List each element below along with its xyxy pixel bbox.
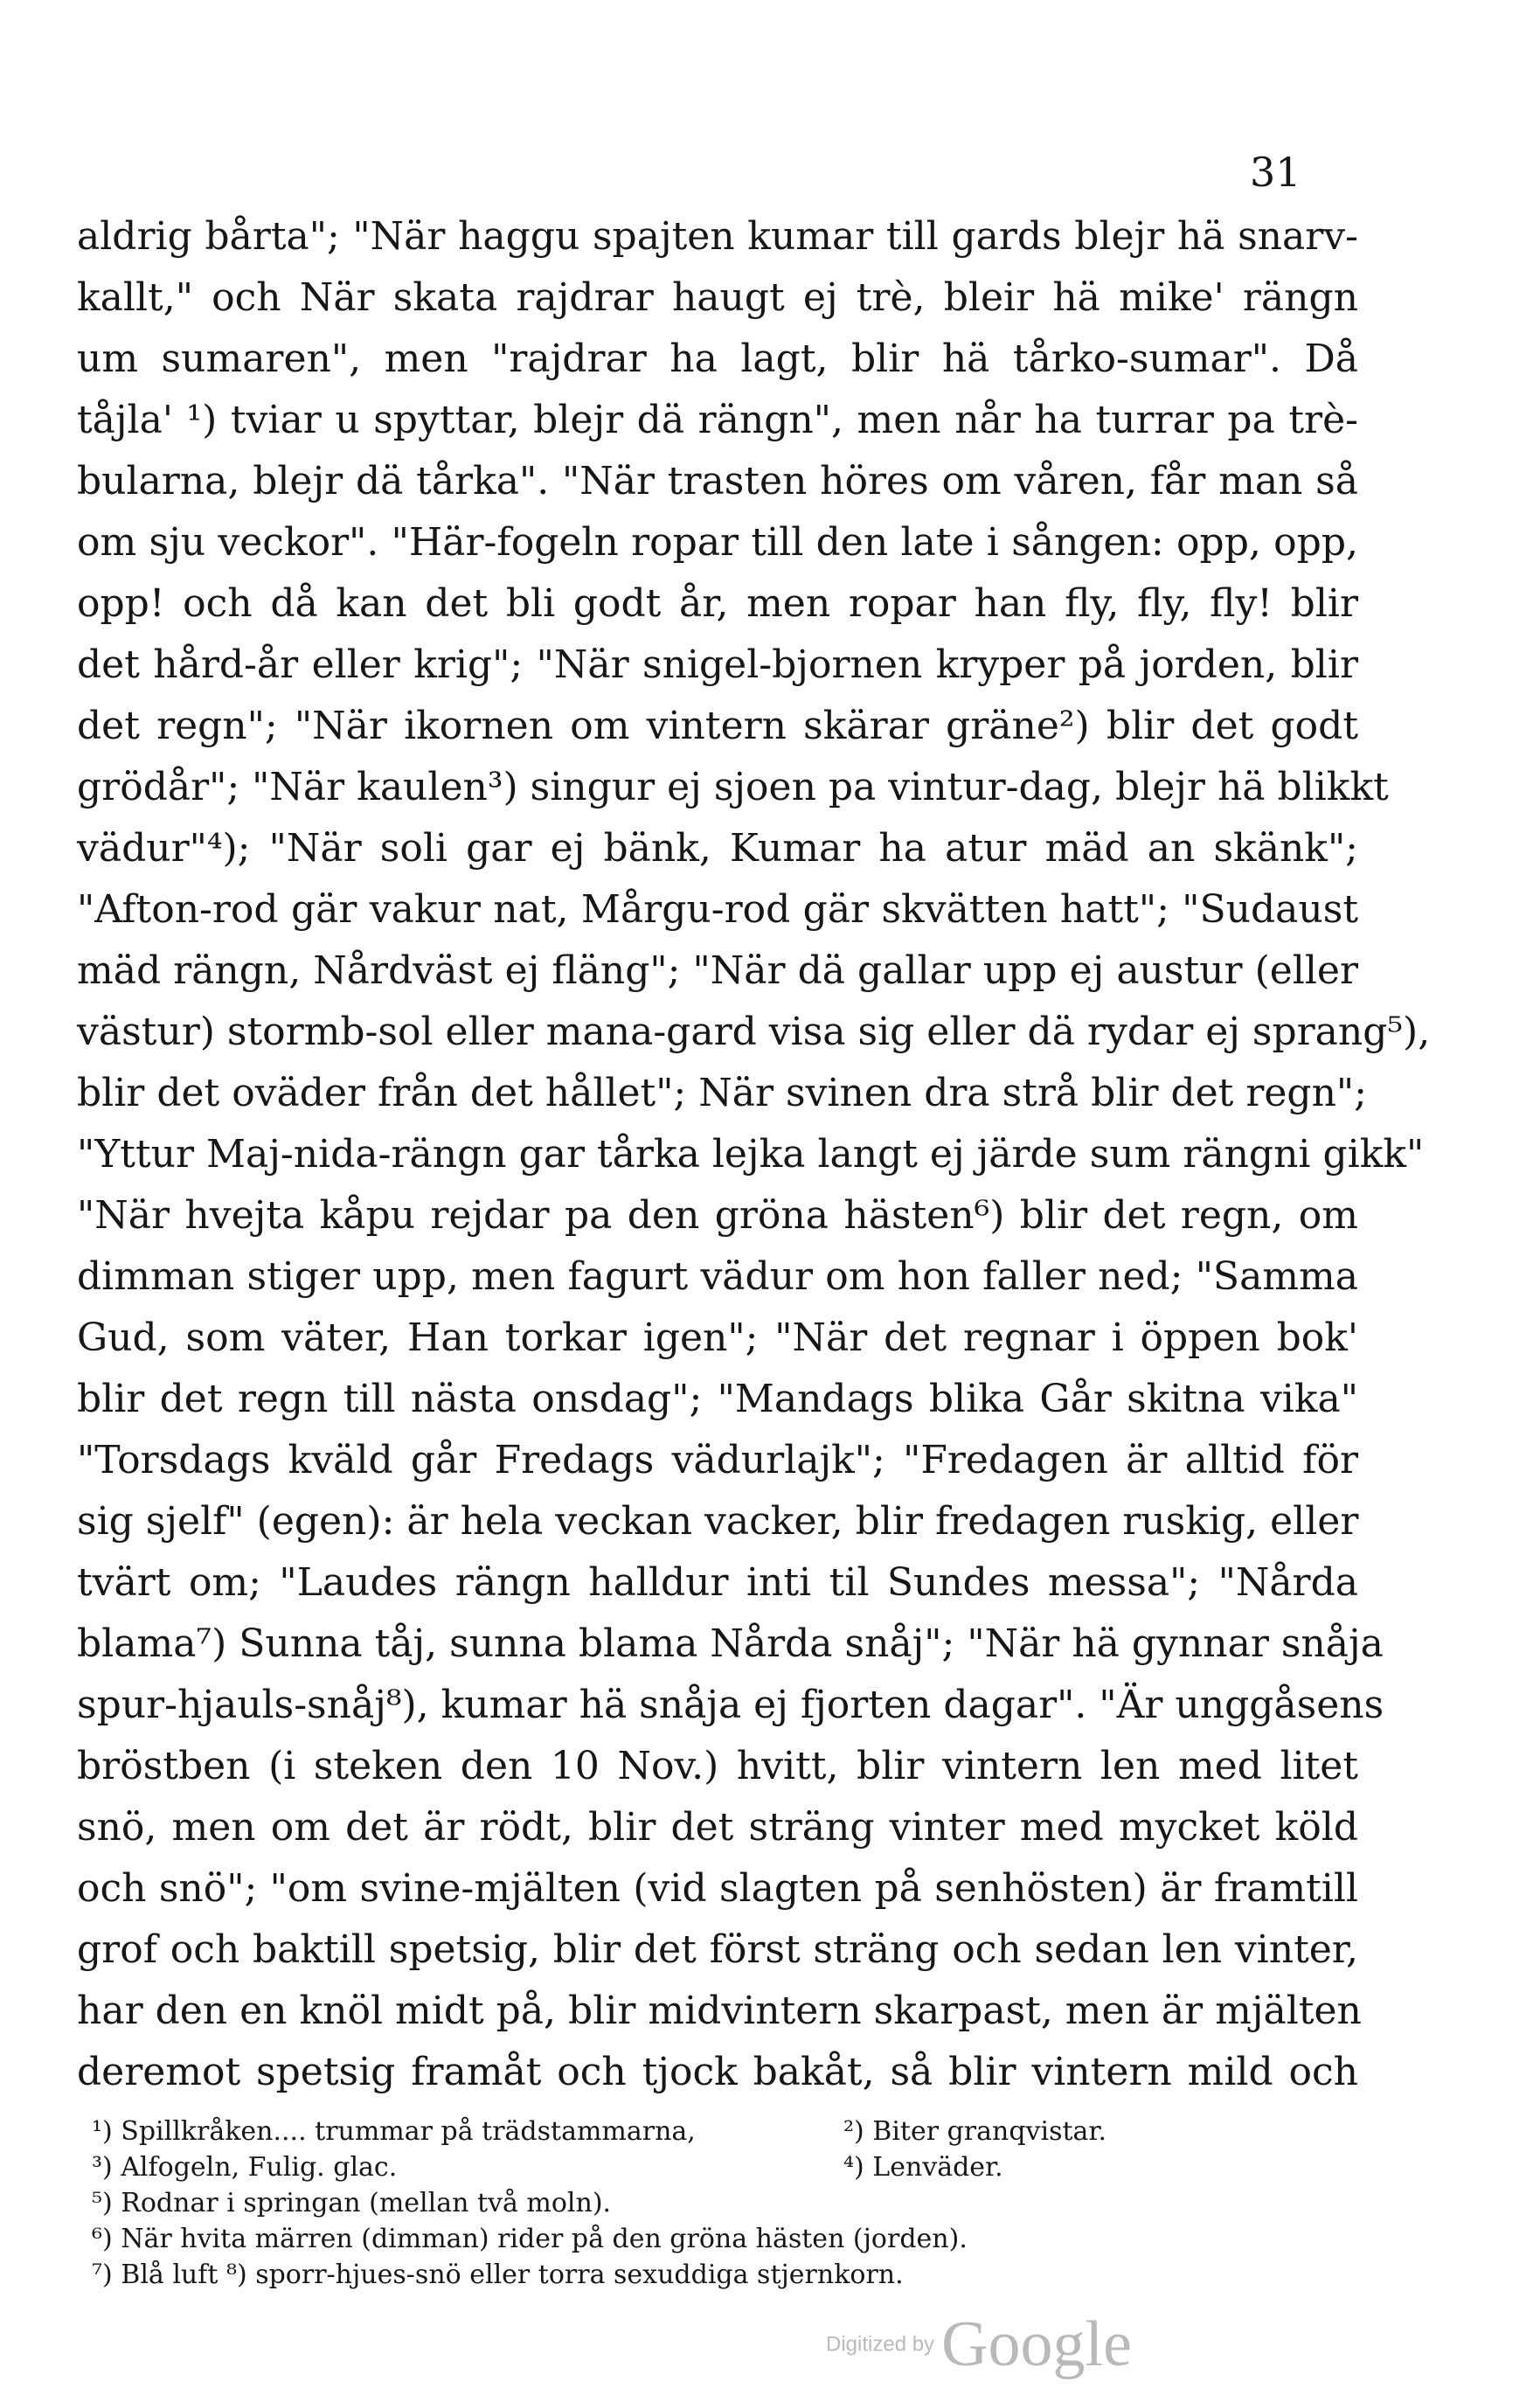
text-line: grödår"; "När kaulen³) singur ej sjoen pa vintur-dag, blejr hä blikkt bbox=[77, 765, 1389, 809]
text-line: grof och baktill spetsig, blir det först sträng och sedan len vinter, bbox=[77, 1927, 1358, 1972]
text-line: blir det oväder från det hållet"; När svinen dra strå blir det regn"; bbox=[77, 1071, 1367, 1115]
text-line: "Afton-rod gär vakur nat, Mårgu-rod gär skvätten hatt"; "Sudaust bbox=[77, 887, 1358, 932]
text-line: mäd rängn, Nårdväst ej fläng"; "När dä gallar upp ej austur (eller bbox=[77, 948, 1358, 993]
footnote-6: ⁶) När hvita märren (dimman) rider på den gröna hästen (jorden). bbox=[92, 2224, 968, 2254]
watermark-prefix: Digitized by bbox=[826, 2332, 935, 2357]
digitized-watermark bbox=[826, 2308, 1132, 2382]
footnote-1: ¹) Spillkråken.... trummar på trädstammarna, bbox=[92, 2116, 696, 2147]
text-line: um sumaren", men "rajdrar ha lagt, blir hä tårko-sumar". Då bbox=[77, 337, 1358, 381]
text-line: tåjla' ¹) tviar u spyttar, blejr dä rängn", men når ha turrar pa trè- bbox=[77, 398, 1358, 442]
text-line: sig sjelf" (egen): är hela veckan vacker, blir fredagen ruskig, eller bbox=[77, 1499, 1359, 1544]
text-line: "Torsdags kväld går Fredags vädurlajk"; "Fredagen är alltid för bbox=[77, 1438, 1358, 1482]
text-line: vädur"⁴); "När soli gar ej bänk, Kumar ha atur mäd an skänk"; bbox=[77, 826, 1358, 871]
body-text bbox=[77, 206, 1431, 2103]
text-line: opp! och då kan det bli godt år, men ropar han fly, fly, fly! blir bbox=[77, 581, 1358, 626]
text-line: Gud, som väter, Han torkar igen"; "När det regnar i öppen bok' bbox=[77, 1316, 1358, 1360]
footnote-row bbox=[92, 2149, 1350, 2185]
text-line: västur) stormb-sol eller mana-gard visa sig eller dä rydar ej sprang⁵), bbox=[77, 1010, 1431, 1054]
text-line: det hård-år eller krig"; "När snigel-bjornen kryper på jorden, blir bbox=[77, 642, 1358, 687]
footnotes bbox=[92, 2114, 1350, 2293]
text-line: och snö"; "om svine-mjälten (vid slagten på senhösten) är framtill bbox=[77, 1866, 1358, 1911]
footnote-5: ⁵) Rodnar i springan (mellan två moln). bbox=[92, 2188, 612, 2218]
text-line: spur-hjauls-snåj⁸), kumar hä snåja ej fjorten dagar". "Är unggåsens bbox=[77, 1683, 1384, 1727]
text-line: blama⁷) Sunna tåj, sunna blama Nårda snåj"; "När hä gynnar snåja bbox=[77, 1621, 1384, 1666]
page-number: 31 bbox=[1250, 149, 1301, 196]
text-line: deremot spetsig framåt och tjock bakåt, så blir vintern mild och bbox=[77, 2050, 1358, 2094]
footnote-7-8: ⁷) Blå luft ⁸) sporr-hjues-snö eller torra sexuddiga stjernkorn. bbox=[92, 2260, 904, 2290]
text-line: aldrig bårta"; "När haggu spajten kumar till gards blejr hä snarv- bbox=[77, 214, 1358, 259]
text-line: tvärt om; "Laudes rängn halldur inti til Sundes messa"; "Nårda bbox=[77, 1560, 1358, 1605]
text-line: bularna, blejr dä tårka". "När trasten höres om våren, får man så bbox=[77, 459, 1358, 503]
footnote-3: ³) Alfogeln, Fulig. glac. bbox=[92, 2152, 398, 2183]
text-line: har den en knöl midt på, blir midvintern skarpast, men är mjälten bbox=[77, 1989, 1362, 2033]
footnote-2: ²) Biter granqvistar. bbox=[843, 2116, 1107, 2147]
text-line: snö, men om det är rödt, blir det sträng vinter med mycket köld bbox=[77, 1805, 1358, 1850]
text-line: "När hvejta kåpu rejdar pa den gröna hästen⁶) blir det regn, om bbox=[77, 1193, 1358, 1238]
text-line: kallt," och När skata rajdrar haugt ej trè, bleir hä mike' rängn bbox=[77, 275, 1358, 320]
google-logo: Google bbox=[941, 2308, 1132, 2380]
text-line: det regn"; "När ikornen om vintern skärar gräne²) blir det godt bbox=[77, 704, 1358, 748]
footnote-row bbox=[92, 2114, 1350, 2149]
text-line: blir det regn till nästa onsdag"; "Mandags blika Går skitna vika" bbox=[77, 1377, 1358, 1421]
text-line: bröstben (i steken den 10 Nov.) hvitt, blir vintern len med litet bbox=[77, 1744, 1358, 1788]
text-line: om sju veckor". "Här-fogeln ropar till den late i sången: opp, opp, bbox=[77, 520, 1358, 565]
footnote-4: ⁴) Lenväder. bbox=[843, 2152, 1003, 2183]
text-line: dimman stiger upp, men fagurt vädur om hon faller ned; "Samma bbox=[77, 1254, 1358, 1299]
text-line: "Yttur Maj-nida-rängn gar tårka lejka langt ej järde sum rängni gikk" bbox=[77, 1132, 1425, 1177]
